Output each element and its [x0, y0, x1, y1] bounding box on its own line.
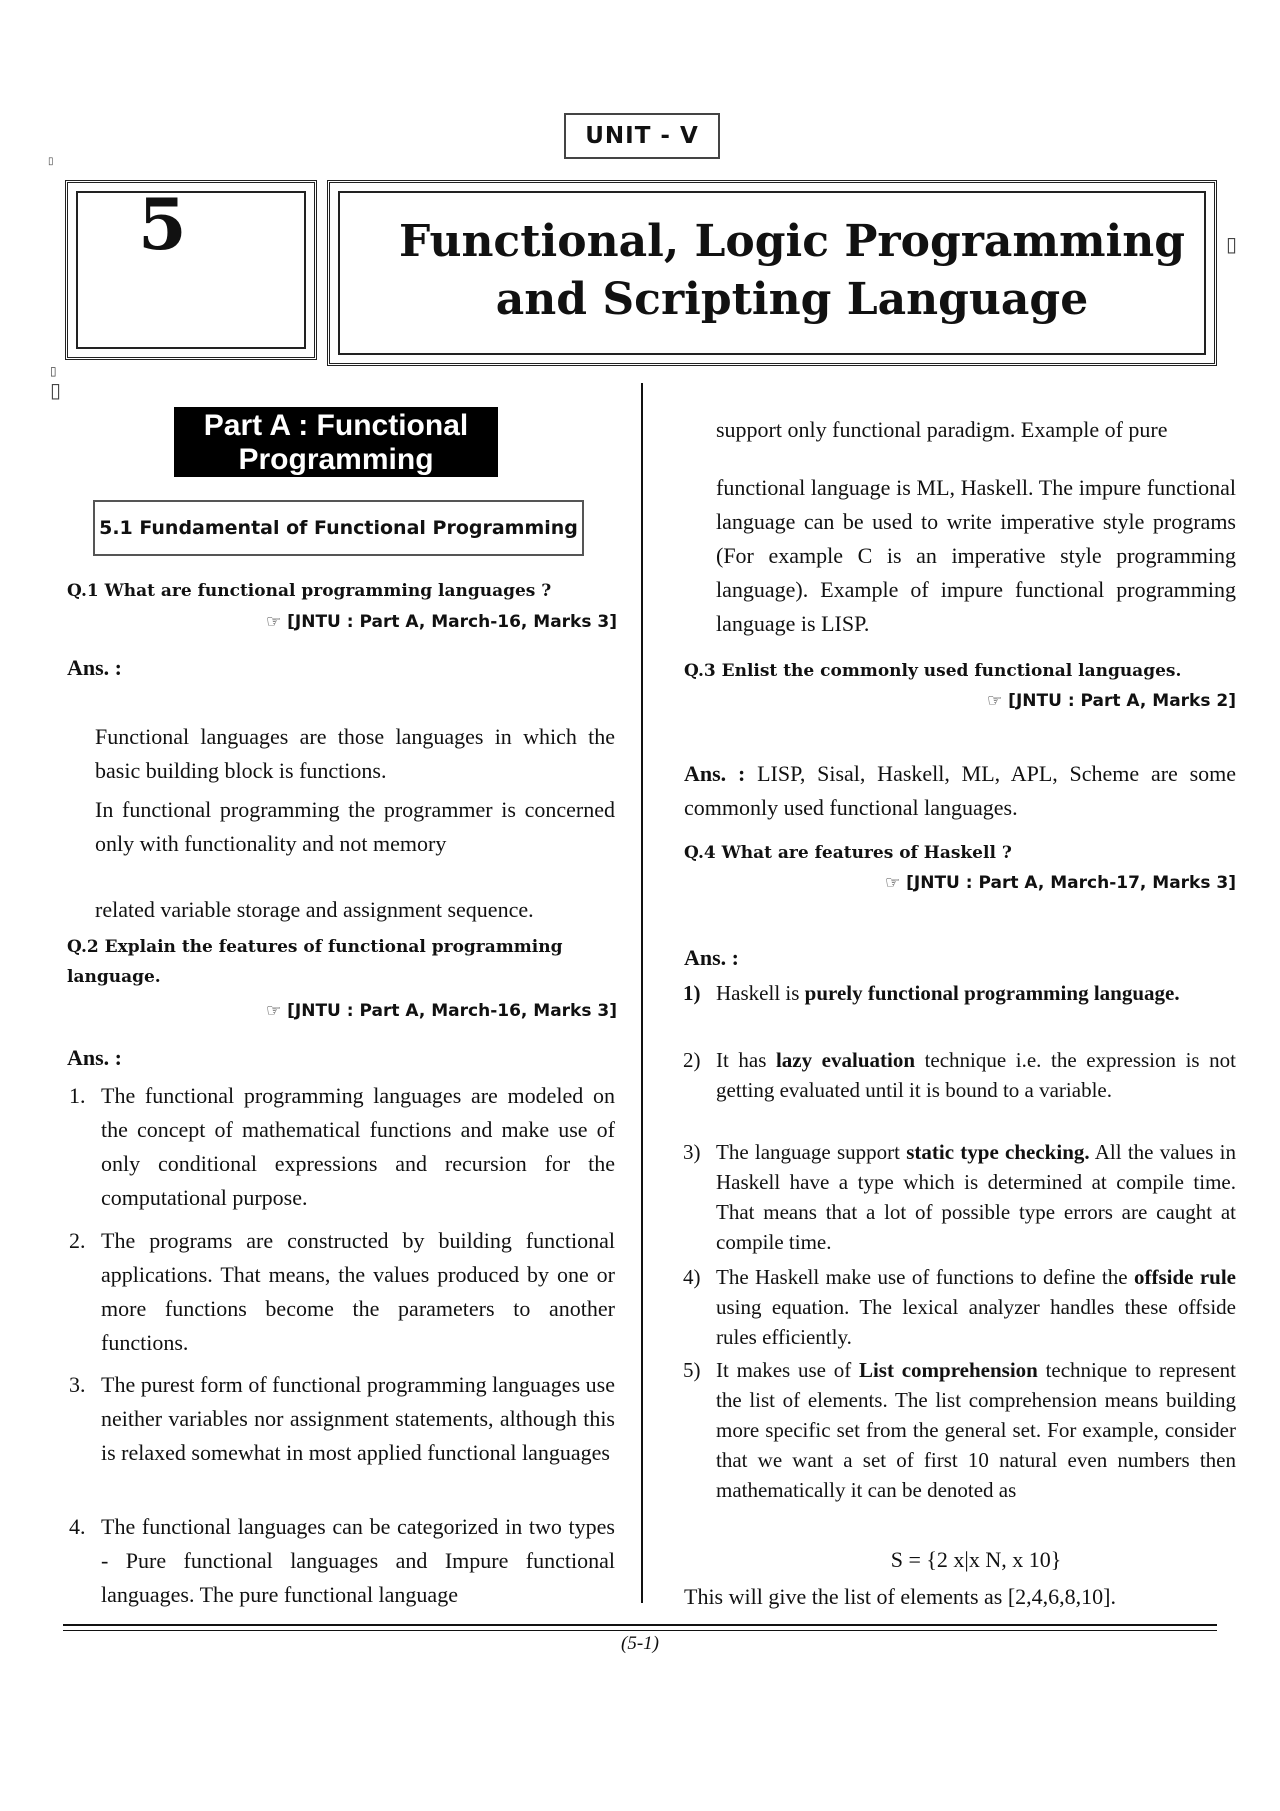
q1-answer-para2	[80, 793, 615, 861]
list-item-text: It has	[716, 1048, 776, 1072]
part-a-line2: Programming	[238, 443, 434, 476]
q1-answer-para1	[80, 720, 615, 788]
stray-glyph: ▯	[50, 364, 57, 378]
stray-glyph: ▯	[1226, 232, 1238, 256]
answer-label: Ans. :	[684, 761, 746, 786]
list-item-number: 1)	[683, 981, 701, 1005]
list-item-number: 3)	[683, 1140, 701, 1164]
question-2: Q.2 Explain the features of functional programming language.	[67, 937, 563, 987]
list-item-text: The Haskell make use of functions to define the	[716, 1265, 1134, 1289]
footer-rule	[63, 1624, 1217, 1626]
q1-answer-para1-text: Functional languages are those languages in which the basic building block is functions.	[95, 724, 615, 783]
list-item-text: The programs are constructed by building functional applications. That means, the values produced by one or more functions become the parameters to another functions.	[101, 1228, 615, 1355]
continued-paragraph-1: support only functional paradigm. Example of pure	[716, 417, 1168, 442]
question-2-reference: ☞ [JNTU : Part A, March-16, Marks 3]	[265, 1001, 617, 1021]
list-item-text: The functional programming languages are modeled on the concept of mathematical functions and make use of only conditional expressions and recursion for the computational purpose.	[101, 1083, 615, 1210]
list-item	[69, 1224, 615, 1360]
part-a-line1: Part A : Functional	[203, 409, 469, 442]
chapter-number: 5	[138, 183, 187, 266]
list-item	[683, 1355, 1236, 1505]
unit-label: UNIT - V	[564, 113, 720, 159]
list-item-text: Haskell is	[716, 981, 805, 1005]
list-item-text: The functional languages can be categorized in two types - Pure functional languages and Impure functional languages. The pure functional language	[101, 1514, 615, 1607]
chapter-title-box	[327, 180, 1217, 366]
list-item	[683, 1262, 1236, 1352]
question-4-reference: ☞ [JNTU : Part A, March-17, Marks 3]	[884, 873, 1236, 893]
list-item-number: 5)	[683, 1358, 701, 1382]
list-item-number: 3.	[69, 1372, 86, 1397]
list-item-text: using equation. The lexical analyzer handles these offside rules efficiently.	[716, 1295, 1236, 1349]
list-item	[683, 978, 1236, 1008]
list-item	[69, 1510, 615, 1612]
list-item-bold: purely functional programming language.	[804, 981, 1180, 1005]
chapter-number-box	[65, 180, 317, 360]
list-item	[683, 1045, 1236, 1105]
question-3-reference: ☞ [JNTU : Part A, Marks 2]	[987, 691, 1236, 711]
list-item-number: 4)	[683, 1265, 701, 1289]
question-4: Q.4 What are features of Haskell ?	[684, 843, 1012, 863]
answer-label: Ans. :	[67, 1045, 123, 1070]
q1-answer-para3: related variable storage and assignment sequence.	[95, 897, 534, 922]
list-item-text: The language support	[716, 1140, 907, 1164]
list-item-bold: lazy evaluation	[775, 1048, 916, 1072]
stray-glyph: ▯	[50, 378, 62, 402]
list-item	[69, 1368, 615, 1470]
list-item-number: 4.	[69, 1514, 86, 1539]
list-item	[683, 1137, 1236, 1257]
list-item-text: All the values in Haskell have a type which is determined at compile time. That means that a lot of possible type errors are caught at compile time.	[716, 1140, 1236, 1254]
list-item-bold: static type checking.	[906, 1140, 1090, 1164]
answer-label: Ans. :	[684, 945, 740, 970]
list-item	[69, 1079, 615, 1215]
page-number: (5-1)	[621, 1633, 659, 1654]
chapter-title	[390, 213, 1194, 329]
question-3: Q.3 Enlist the commonly used functional languages.	[684, 661, 1182, 681]
section-heading: 5.1 Fundamental of Functional Programming	[93, 500, 584, 556]
list-item-text: technique to represent the list of elements. The list comprehension means building more specific set from the general set. For example, consider that we want a set of first 10 natural even numbers then mathematically it can be denoted as	[716, 1358, 1236, 1502]
list-item-bold: List comprehension	[858, 1358, 1038, 1382]
q3-answer	[684, 757, 1236, 825]
stray-glyph: ▯	[48, 156, 54, 167]
continued-paragraph-2: functional language is ML, Haskell. The impure functional language can be used to write imperative style programs (For example C is an imperative style programming language). Example of impure functional programming language is LISP.	[716, 475, 1236, 636]
q1-answer-para2-text: In functional programming the programmer is concerned only with functionality and not memory	[95, 797, 615, 856]
list-item-number: 2)	[683, 1048, 701, 1072]
question-1-reference: ☞ [JNTU : Part A, March-16, Marks 3]	[265, 612, 617, 632]
list-item-bold: offside rule	[1133, 1265, 1236, 1289]
list-item-text: The purest form of functional programming languages use neither variables nor assignment statements, although this is relaxed somewhat in most applied functional languages	[101, 1372, 615, 1465]
part-a-heading	[174, 407, 498, 477]
list-item-text: It makes use of	[716, 1358, 859, 1382]
q3-answer-text: LISP, Sisal, Haskell, ML, APL, Scheme are some commonly used functional languages.	[684, 761, 1237, 820]
set-formula: S = {2 x|x N, x 10}	[890, 1547, 1062, 1572]
closing-sentence: This will give the list of elements as [2,4,6,8,10].	[684, 1584, 1116, 1609]
list-item-number: 1.	[69, 1083, 86, 1108]
answer-label: Ans. :	[67, 655, 123, 680]
question-1: Q.1 What are functional programming languages ?	[67, 581, 552, 601]
footer-rule	[63, 1630, 1217, 1631]
list-item-text: technique i.e. the expression is not getting evaluated until it is bound to a variable.	[716, 1048, 1236, 1102]
chapter-title-line2: and Scripting Language	[495, 274, 1089, 325]
list-item-number: 2.	[69, 1228, 86, 1253]
chapter-title-line1: Functional, Logic Programming	[398, 216, 1185, 267]
column-divider	[641, 383, 643, 1603]
